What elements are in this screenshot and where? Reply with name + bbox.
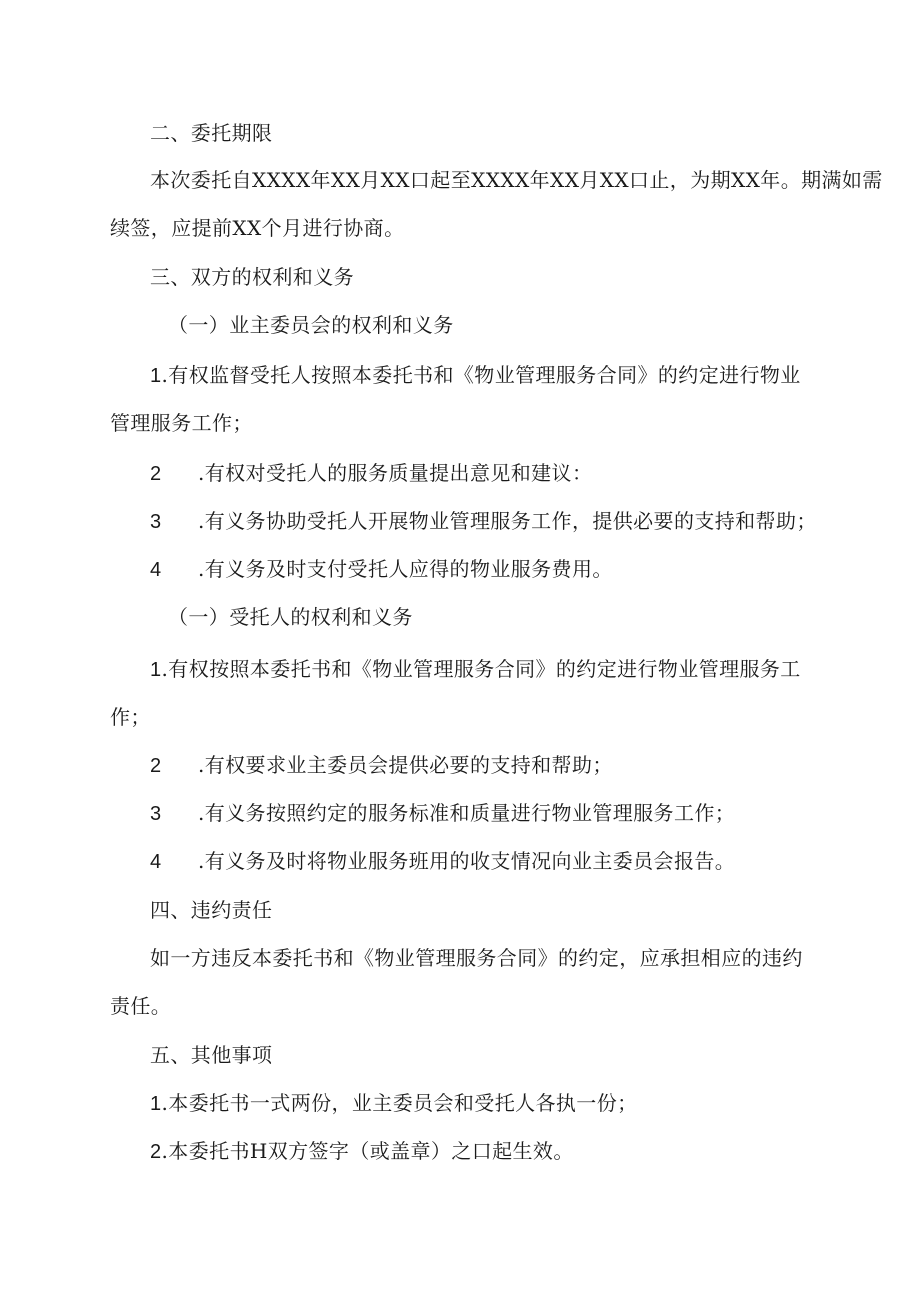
other-item-2: [150, 1138, 574, 1165]
trustee-item-1-text: .有权按照本委托书和《物业管理服务合同》的约定进行物业管理服务工: [161, 657, 801, 681]
trustee-item-2-number: 2: [150, 755, 162, 777]
other-item-2-number: 2: [150, 1141, 162, 1163]
trustee-item-4-number: 4: [150, 851, 162, 873]
committee-item-2-text: .有权对受托人的服务质量提出意见和建议：: [198, 461, 593, 485]
committee-item-1-number: 1: [150, 365, 162, 387]
trustee-item-1-line-1: [150, 656, 801, 683]
committee-item-1-line-2: 管理服务工作；: [110, 411, 253, 435]
section-heading-rights: 三、双方的权利和义务: [150, 265, 354, 289]
committee-item-3-number: 3: [150, 511, 162, 533]
liability-paragraph-line-2: 责任。: [110, 994, 172, 1018]
trustee-item-4: [150, 848, 735, 875]
other-item-1-text: .本委托书一式两份，业主委员会和受托人各执一份；: [161, 1091, 638, 1115]
committee-item-3: [150, 508, 817, 535]
trustee-item-4-text: .有义务及时将物业服务班用的收支情况向业主委员会报告。: [198, 849, 736, 873]
committee-item-3-text: .有义务协助受托人开展物业管理服务工作，提供必要的支持和帮助；: [198, 509, 817, 533]
trustee-item-3: [150, 800, 735, 827]
section-heading-other: 五、其他事项: [150, 1043, 273, 1067]
term-paragraph-line-2: 续签，应提前XX个月进行协商。: [110, 216, 405, 240]
committee-item-1-line-1: [150, 362, 801, 389]
trustee-item-2: [150, 752, 613, 779]
committee-item-4: [150, 556, 613, 583]
subsection-heading-trustee: （一）受托人的权利和义务: [168, 605, 413, 629]
committee-item-2: [150, 460, 592, 487]
committee-item-1-text: .有权监督受托人按照本委托书和《物业管理服务合同》的约定进行物业: [161, 363, 801, 387]
subsection-heading-committee: （一）业主委员会的权利和义务: [168, 313, 454, 337]
committee-item-2-number: 2: [150, 463, 162, 485]
liability-paragraph-line-1: 如一方违反本委托书和《物业管理服务合同》的约定，应承担相应的违约: [150, 946, 803, 970]
committee-item-4-number: 4: [150, 559, 162, 581]
section-heading-liability: 四、违约责任: [150, 898, 273, 922]
trustee-item-1-number: 1: [150, 659, 162, 681]
trustee-item-3-number: 3: [150, 803, 162, 825]
other-item-1-number: 1: [150, 1093, 162, 1115]
other-item-1: [150, 1090, 638, 1117]
other-item-2-text: .本委托书H双方签字（或盖章）之口起生效。: [161, 1139, 574, 1163]
section-heading-term: 二、委托期限: [150, 121, 273, 145]
committee-item-4-text: .有义务及时支付受托人应得的物业服务费用。: [198, 557, 613, 581]
trustee-item-1-line-2: 作；: [110, 705, 151, 729]
trustee-item-3-text: .有义务按照约定的服务标准和质量进行物业管理服务工作；: [198, 801, 736, 825]
term-paragraph-line-1: 本次委托自XXXX年XX月XX口起至XXXX年XX月XX口止，为期XX年。期满如需: [150, 168, 883, 192]
trustee-item-2-text: .有权要求业主委员会提供必要的支持和帮助；: [198, 753, 613, 777]
